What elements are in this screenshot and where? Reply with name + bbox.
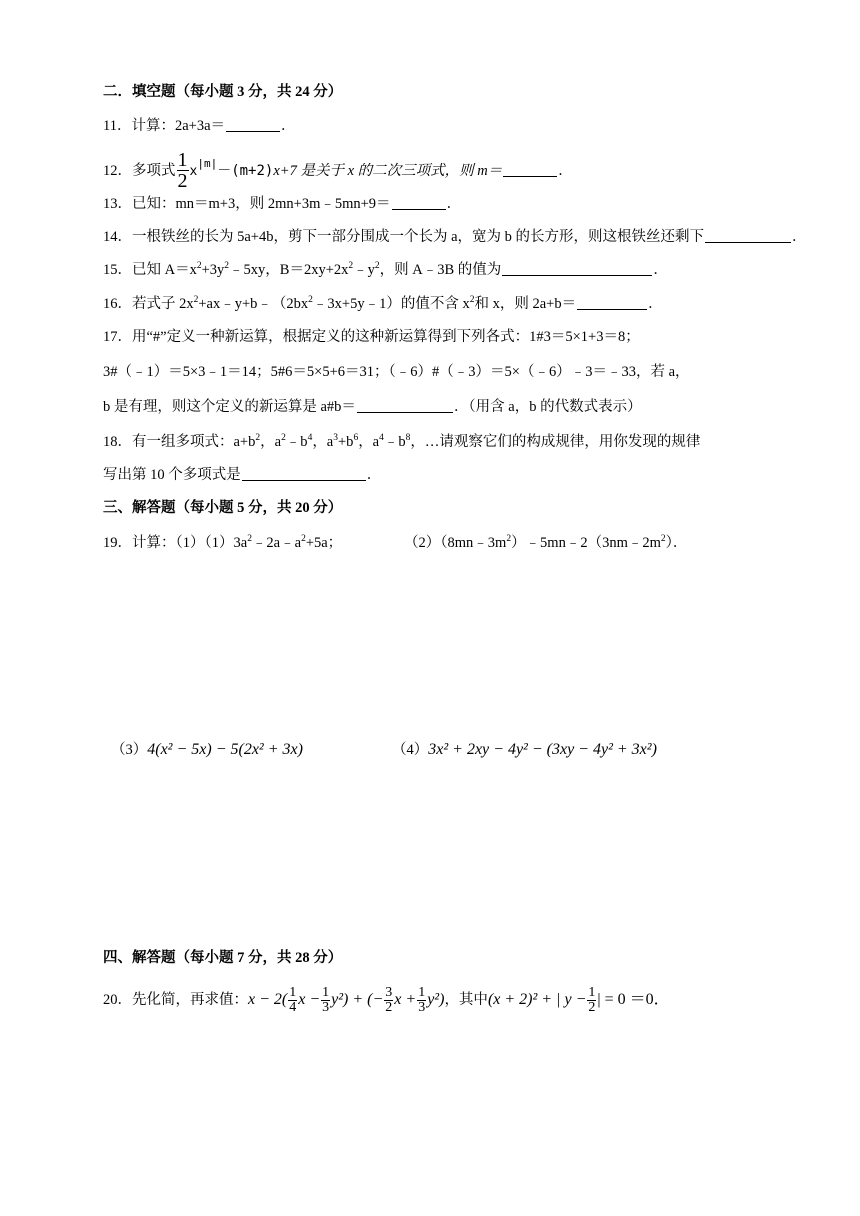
question-15	[103, 260, 668, 280]
fraction-denominator: 4	[289, 1000, 297, 1016]
question-19-part-1: 19．计算：（1）（1）3a	[103, 535, 248, 551]
fraction-numerator: 1	[177, 149, 188, 171]
question-14-text: 14．一根铁丝的长为 5a+4b，剪下一部分围成一个长为 a，宽为 b 的长方形，则这根铁丝还剩下	[103, 229, 705, 245]
fraction-denominator: 2	[385, 1000, 393, 1016]
fraction-denominator: 2	[588, 1000, 596, 1016]
question-18-part: ，…请观察它们的构成规律，用你发现的规律	[410, 434, 701, 450]
fraction-denominator: 3	[322, 1000, 330, 1016]
question-15-part: ，则 A﹣3B 的值为	[379, 262, 502, 278]
answer-blank-12[interactable]	[503, 162, 557, 177]
superscript: 2	[506, 534, 512, 544]
part-4-formula: 3x² + 2xy − 4y² − (3xy − 4y² + 3x²)	[428, 741, 657, 758]
question-19-part-3	[111, 740, 303, 760]
question-18-part: ﹣b	[383, 434, 406, 450]
question-16-part: 16．若式子 2x	[103, 296, 194, 312]
question-18-end: ．	[366, 467, 382, 483]
question-16-part: +ax﹣y+b﹣（2bx	[198, 296, 309, 312]
condition-part: (x + 2)² + | y −	[487, 991, 587, 1008]
question-12-tail: x+7 是关于 x 的二次三项式，则 m＝	[273, 163, 503, 179]
question-15-part: +3y	[201, 262, 225, 278]
question-11	[103, 116, 296, 136]
question-12-prefix: 12．多项式	[103, 163, 176, 179]
question-19-part-1: ﹣2a﹣a	[251, 535, 302, 551]
question-17-line-3	[103, 397, 642, 417]
superscript: 2	[469, 295, 475, 305]
question-18-text: 写出第 10 个多项式是	[103, 467, 241, 483]
question-11-end: ．	[281, 118, 296, 134]
expr-part: x +	[394, 991, 417, 1008]
question-12	[103, 150, 573, 191]
fraction	[587, 986, 596, 1015]
superscript: 2	[196, 261, 202, 271]
fraction	[417, 986, 426, 1015]
question-16-part: ﹣3x+5y﹣1）的值不含 x	[312, 296, 470, 312]
question-18-part: 18．有一组多项式：a+b	[103, 434, 256, 450]
question-15-part: 15．已知 A＝x	[103, 262, 197, 278]
question-15-end: ．	[653, 262, 668, 278]
superscript: 2	[301, 534, 306, 544]
question-13-text: 13．已知：mn＝m+3，则 2mn+3m﹣5mn+9＝	[103, 196, 391, 212]
question-17-line-2: 3#（﹣1）＝5×3﹣1＝14；5#6＝5×5+6＝31；（﹣6）#（﹣3）＝5×（﹣6）﹣3＝﹣33，若 a，	[103, 364, 690, 380]
answer-blank-16[interactable]	[577, 295, 647, 310]
question-18-part: ﹣b	[285, 434, 308, 450]
question-18-line-1	[103, 432, 700, 452]
answer-blank-13[interactable]	[392, 195, 446, 210]
question-17-text: b 是有理，则这个定义的新运算是 a#b＝	[103, 399, 356, 415]
superscript: 2	[660, 534, 666, 544]
variable-x: x	[189, 164, 198, 179]
question-12-end: ．	[558, 163, 573, 179]
question-15-part: ﹣y	[353, 262, 375, 278]
fraction	[321, 986, 330, 1015]
expr-part: x −	[298, 991, 321, 1008]
question-16-part: 和 x，则 2a+b＝	[474, 296, 577, 312]
superscript: 2	[281, 433, 286, 443]
answer-blank-14[interactable]	[705, 228, 791, 243]
superscript: 6	[353, 433, 359, 443]
question-18-part: +b	[338, 434, 354, 450]
question-11-text: 11．计算：2a+3a＝	[103, 118, 226, 134]
question-16-end: ．	[648, 296, 663, 312]
question-19-part-1: +5a；	[305, 535, 343, 551]
exponent-abs-m: |m|	[197, 157, 218, 170]
superscript: 2	[193, 295, 199, 305]
term-m-plus-2: －(m+2)	[217, 163, 274, 179]
question-19-part-4	[392, 740, 657, 760]
question-13	[103, 194, 461, 214]
answer-blank-18[interactable]	[242, 466, 366, 481]
expr-part: y²)	[427, 991, 445, 1008]
superscript: 8	[405, 433, 411, 443]
condition-part: | = 0 ＝0．	[597, 991, 670, 1008]
question-19-part-2-text: ）﹣5mn﹣2（3nm﹣2m	[511, 535, 661, 551]
condition-label: ，其中	[444, 992, 488, 1008]
question-19-line-1	[103, 533, 342, 553]
part-4-label: （4）	[392, 742, 429, 758]
superscript: 2	[374, 261, 380, 271]
answer-blank-17[interactable]	[357, 398, 453, 413]
question-13-end: ．	[446, 196, 462, 212]
superscript: 4	[307, 433, 313, 443]
section-3-title: 三、解答题（每小题 5 分，共 20 分）	[103, 500, 343, 516]
question-18-part: ，a	[312, 434, 334, 450]
expr-part: x − 2(	[248, 991, 288, 1008]
question-17-note: ．（用含 a，b 的代数式表示）	[453, 399, 642, 415]
superscript: 2	[255, 433, 261, 443]
question-14-end: ．	[792, 229, 807, 245]
fraction-numerator: 1	[289, 985, 297, 1001]
question-15-part: ﹣5xy，B＝2xy+2x	[229, 262, 349, 278]
question-17-line-1: 17．用“#”定义一种新运算，根据定义的这种新运算得到下列各式：1#3＝5×1+3＝8；	[103, 329, 640, 345]
question-18-part: ，a	[260, 434, 282, 450]
fraction-numerator: 1	[418, 985, 426, 1001]
question-18-line-2	[103, 465, 381, 485]
question-14	[103, 227, 807, 247]
question-20	[103, 982, 670, 1018]
question-19-part-2-text: ）．	[665, 535, 688, 551]
superscript: 2	[308, 295, 313, 305]
section-4-title: 四、解答题（每小题 7 分，共 28 分）	[103, 950, 343, 966]
fraction	[288, 986, 297, 1015]
fraction-numerator: 1	[322, 985, 330, 1001]
question-18-part: ，a	[358, 434, 380, 450]
answer-blank-11[interactable]	[226, 117, 280, 132]
question-19-part-2	[404, 533, 687, 553]
question-20-label: 20．先化简，再求值：	[103, 992, 248, 1008]
answer-blank-15[interactable]	[502, 261, 652, 276]
superscript: 2	[247, 534, 252, 544]
superscript: 2	[224, 261, 230, 271]
expr-part: y²) + (−	[331, 991, 384, 1008]
fraction-denominator: 2	[177, 170, 188, 192]
fraction-numerator: 3	[385, 985, 393, 1001]
question-16	[103, 294, 663, 314]
fraction-denominator: 3	[418, 1000, 426, 1016]
superscript: 3	[333, 433, 338, 443]
part-3-label: （3）	[111, 742, 148, 758]
fraction-one-half	[177, 150, 189, 191]
section-2-title: 二．填空题（每小题 3 分，共 24 分）	[103, 84, 343, 100]
fraction	[384, 986, 393, 1015]
fraction-numerator: 1	[588, 985, 596, 1001]
superscript: 4	[379, 433, 384, 443]
part-3-formula: 4(x² − 5x) − 5(2x² + 3x)	[147, 741, 303, 758]
superscript: 2	[348, 261, 354, 271]
question-19-part-2-text: （2）（8mn﹣3m	[404, 535, 507, 551]
